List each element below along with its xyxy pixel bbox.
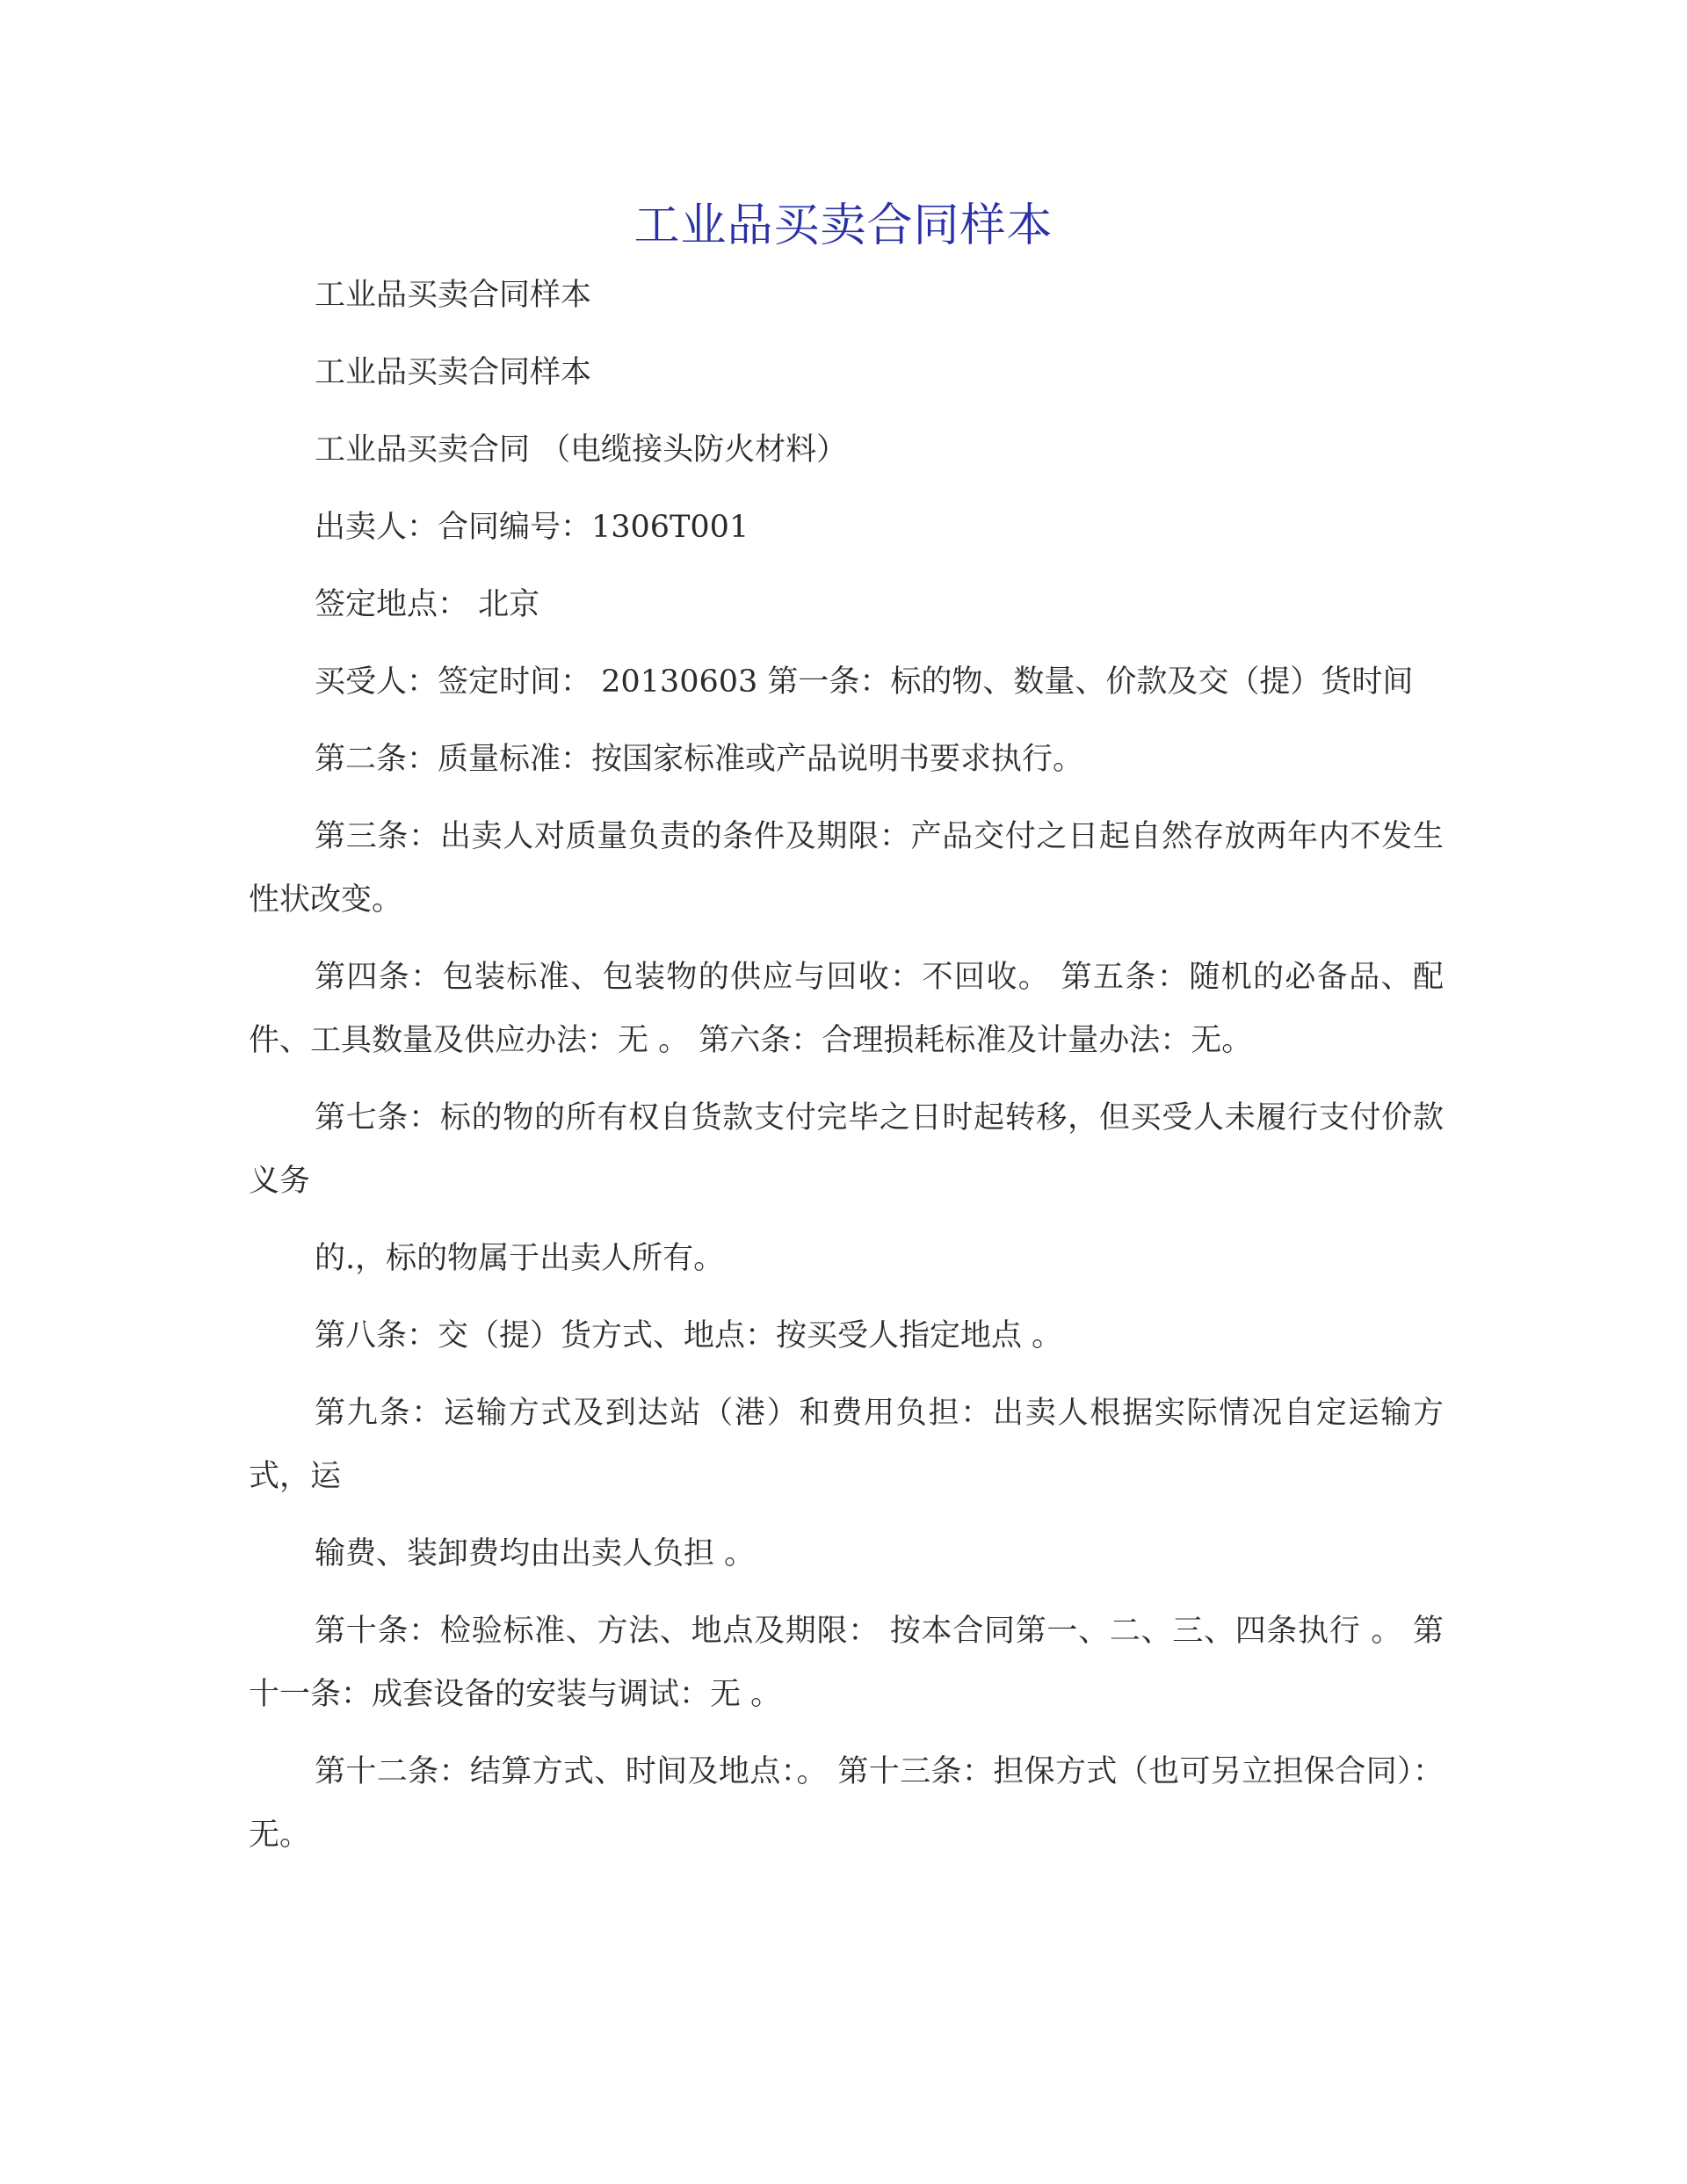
paragraph-14: 输费、装卸费均由出卖人负担 。 (315, 1536, 756, 1571)
paragraph-15: 第十条：检验标准、方法、地点及期限： 按本合同第一、二、三、四条执行 。 第十一条：成套设备的安装与调试：无 。 (249, 1614, 1444, 1712)
paragraph-16: 第十二条：结算方式、时间及地点：。 第十三条：担保方式（也可另立担保合同）： 无。 (249, 1754, 1444, 1853)
paragraph-4: 出卖人：合同编号：1306T001 (315, 510, 749, 545)
document-title: 工业品买卖合同样本 (634, 200, 1053, 252)
paragraph-7: 第二条：质量标准：按国家标准或产品说明书要求执行。 (315, 742, 1084, 777)
paragraph-3: 工业品买卖合同 （电缆接头防火材料） (315, 432, 848, 468)
paragraph-1: 工业品买卖合同样本 (315, 278, 592, 313)
paragraph-8: 第三条：出卖人对质量负责的条件及期限：产品交付之日起自然存放两年内不发生性状改变。 (249, 819, 1444, 918)
paragraph-2: 工业品买卖合同样本 (315, 355, 592, 390)
paragraph-6: 买受人：签定时间： 20130603 第一条：标的物、数量、价款及交（提）货时间 (315, 664, 1414, 700)
paragraph-12: 第八条：交（提）货方式、地点：按买受人指定地点 。 (315, 1318, 1063, 1353)
paragraph-9: 第四条：包装标准、包装物的供应与回收：不回收。 第五条：随机的必备品、配件、工具数量及供应办法：无 。 第六条：合理损耗标准及计量办法：无。 (249, 960, 1444, 1058)
document-body (249, 264, 1444, 1881)
paragraph-13: 第九条：运输方式及到达站（港）和费用负担：出卖人根据实际情况自定运输方式，运 (249, 1396, 1444, 1494)
paragraph-11: 的.，标的物属于出卖人所有。 (315, 1241, 725, 1276)
paragraph-5: 签定地点： 北京 (315, 587, 540, 622)
paragraph-10: 第七条：标的物的所有权自货款支付完毕之日时起转移，但买受人未履行支付价款义务 (249, 1100, 1444, 1199)
